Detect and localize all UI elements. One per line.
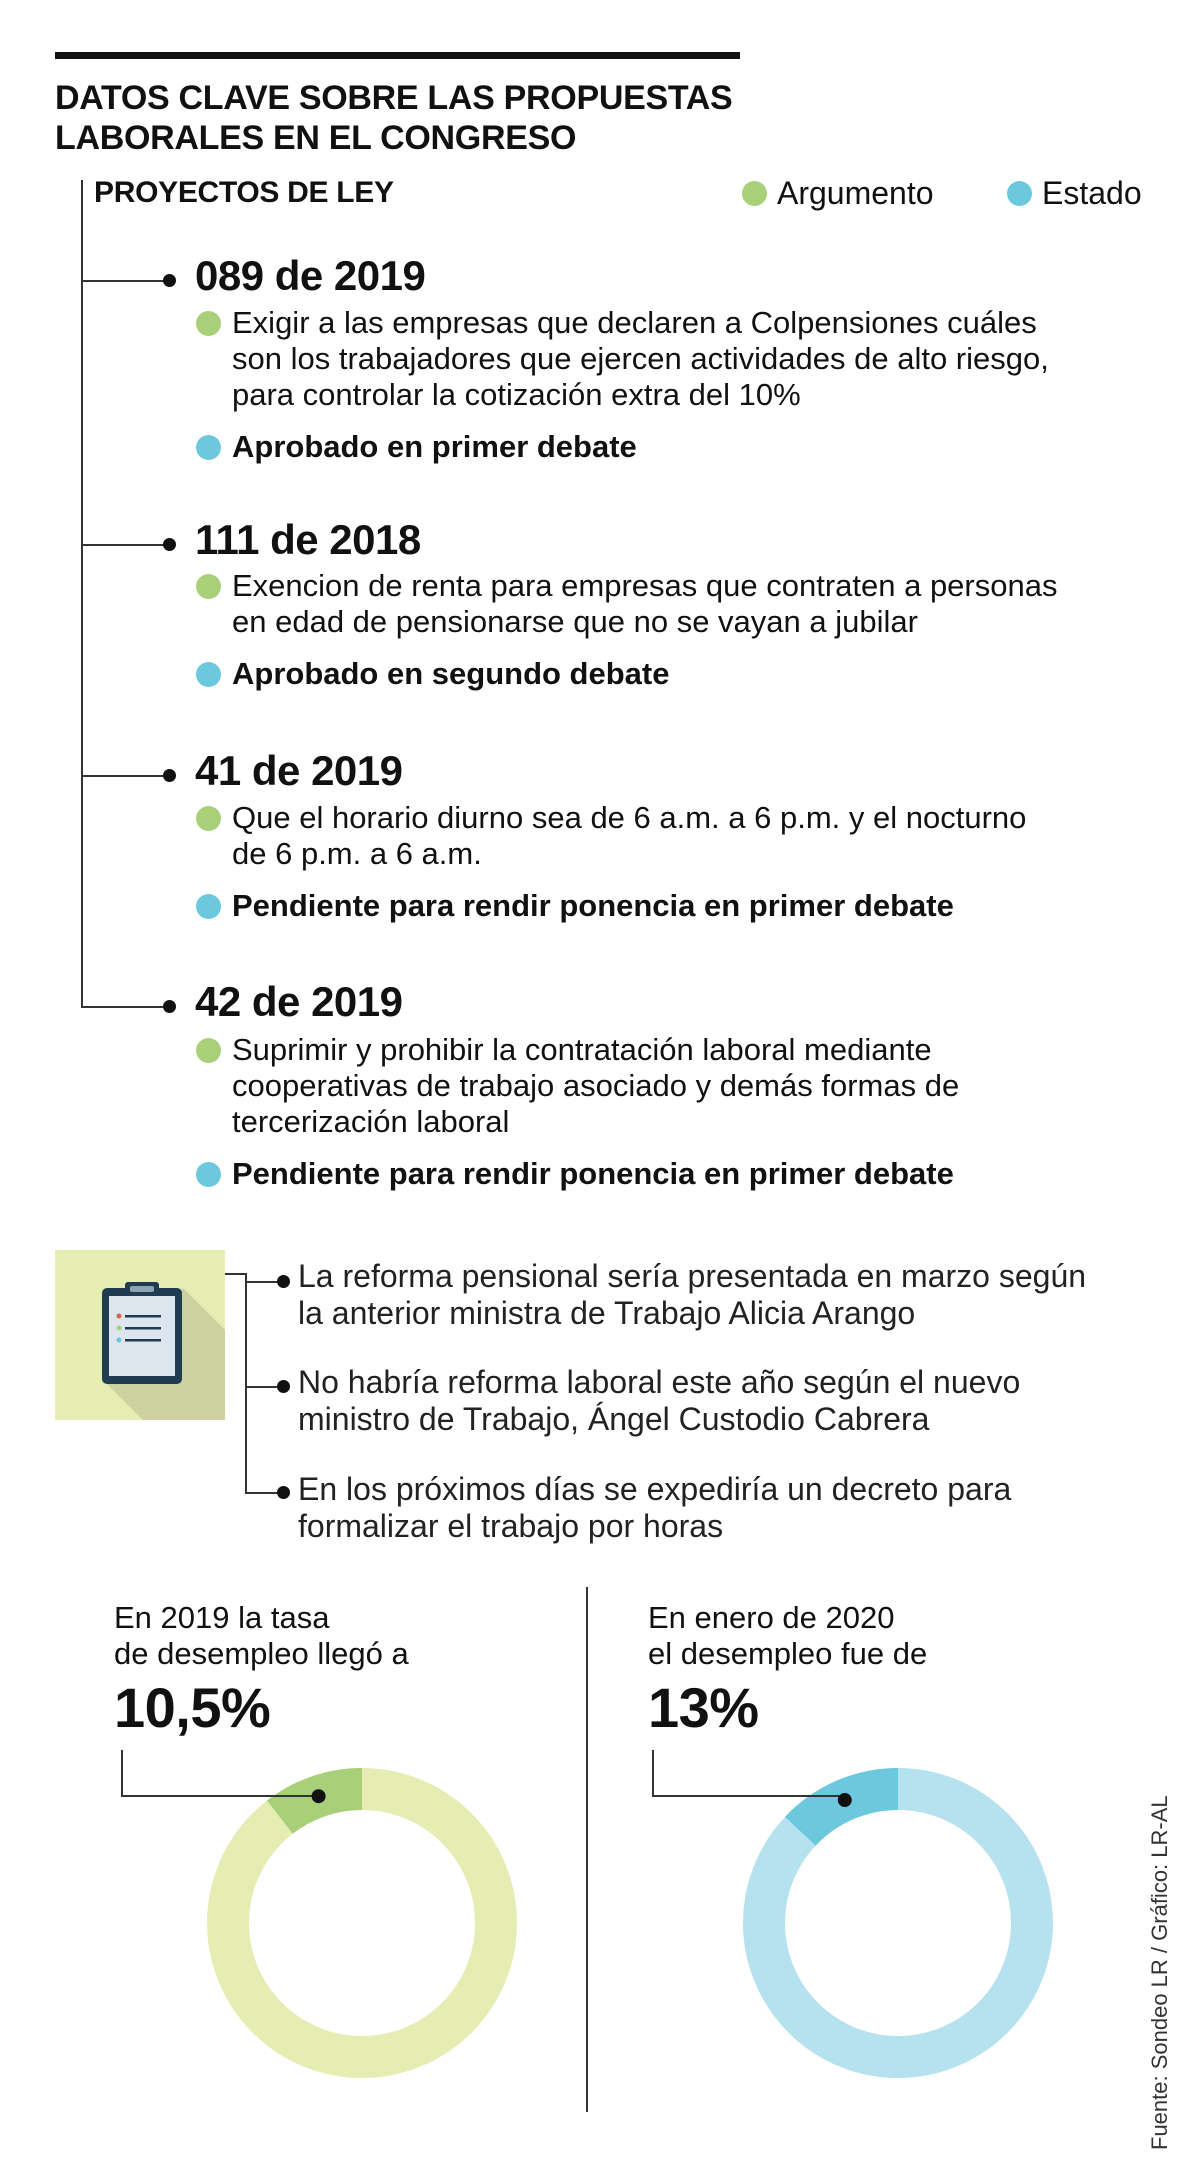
timeline-line — [81, 180, 83, 1007]
title-line-1: DATOS CLAVE SOBRE LAS PROPUESTAS — [55, 79, 733, 117]
note-connector — [225, 1273, 247, 1275]
project-estado — [196, 1156, 954, 1192]
project-argumento — [196, 568, 1057, 640]
note-line: En los próximos días se expediría un decreto para — [298, 1471, 1012, 1507]
source-credit: Fuente: Sondeo LR / Gráfico: LR-AL — [1147, 1795, 1172, 2150]
note-line: La reforma pensional sería presentada en marzo según — [298, 1258, 1087, 1294]
top-rule — [55, 52, 740, 59]
estado-dot — [196, 1162, 221, 1187]
chart-1-caption-line: En 2019 la tasa — [114, 1600, 330, 1635]
estado-text: Aprobado en primer debate — [232, 429, 637, 464]
clipboard-icon — [55, 1250, 225, 1420]
chart-2-caption-line: En enero de 2020 — [648, 1600, 895, 1635]
chart-2-leader-dot — [838, 1793, 852, 1807]
legend-estado-label: Estado — [1042, 175, 1142, 211]
branch-dot — [163, 1000, 176, 1013]
note-dot — [277, 1486, 290, 1499]
project-title: 42 de 2019 — [195, 978, 403, 1025]
branch-dot — [163, 538, 176, 551]
project-title: 089 de 2019 — [195, 252, 426, 299]
project-argumento — [196, 1032, 959, 1140]
project-argumento — [196, 305, 1049, 413]
chart-2-caption-line: el desempleo fue de — [648, 1636, 928, 1671]
estado-dot — [196, 435, 221, 460]
section-label: PROYECTOS DE LEY — [94, 176, 394, 209]
note-line: ministro de Trabajo, Ángel Custodio Cabrera — [298, 1401, 930, 1437]
note-line: la anterior ministra de Trabajo Alicia Arango — [298, 1295, 916, 1331]
clipboard-illustration — [55, 1250, 225, 1420]
project-title: 111 de 2018 — [195, 516, 421, 563]
legend-argumento-label: Argumento — [777, 175, 934, 211]
chart-1-caption-line: de desempleo llegó a — [114, 1636, 409, 1671]
argumento-dot — [196, 574, 221, 599]
project-estado — [196, 429, 637, 465]
legend-argumento — [742, 175, 934, 212]
estado-text: Aprobado en segundo debate — [232, 656, 670, 691]
project-estado — [196, 656, 669, 692]
note-1 — [298, 1258, 1086, 1332]
project-argumento — [196, 800, 1026, 872]
note-dot — [277, 1275, 290, 1288]
argumento-line: Exencion de renta para empresas que contraten a personas — [232, 568, 1058, 603]
argumento-line: Que el horario diurno sea de 6 a.m. a 6 p.m. y el nocturno — [232, 800, 1027, 835]
branch-line — [81, 544, 169, 546]
argumento-line: Exigir a las empresas que declaren a Colpensiones cuáles — [232, 305, 1037, 340]
estado-dot — [196, 662, 221, 687]
note-dot — [277, 1380, 290, 1393]
branch-line — [81, 775, 169, 777]
chart-2-caption — [648, 1600, 927, 1672]
project-estado — [196, 888, 954, 924]
argumento-dot — [196, 1038, 221, 1063]
branch-dot — [163, 274, 176, 287]
argumento-line: de 6 p.m. a 6 a.m. — [232, 836, 482, 871]
chart-2-donut — [590, 1740, 1180, 2120]
chart-2-leader-line — [653, 1750, 845, 1796]
chart-2-value-label: 13% — [648, 1676, 759, 1739]
chart-1-caption — [114, 1600, 409, 1672]
chart-1-value-label: 10,5% — [114, 1676, 271, 1739]
chart-1-leader-dot — [312, 1789, 326, 1803]
argumento-line: son los trabajadores que ejercen actividades de alto riesgo, — [232, 341, 1049, 376]
branch-line — [81, 280, 169, 282]
argumento-dot — [196, 806, 221, 831]
note-line: formalizar el trabajo por horas — [298, 1508, 724, 1544]
legend-estado — [1007, 175, 1142, 212]
title-line-2: LABORALES EN EL CONGRESO — [55, 119, 577, 157]
legend-estado-dot — [1007, 181, 1032, 206]
estado-text: Pendiente para rendir ponencia en primer debate — [232, 1156, 954, 1191]
note-bracket-line — [245, 1273, 247, 1493]
argumento-line: Suprimir y prohibir la contratación laboral mediante — [232, 1032, 932, 1067]
argumento-line: para controlar la cotización extra del 10% — [232, 377, 801, 412]
argumento-line: cooperativas de trabajo asociado y demás formas de — [232, 1068, 960, 1103]
branch-line — [81, 1006, 169, 1008]
estado-text: Pendiente para rendir ponencia en primer debate — [232, 888, 954, 923]
note-3 — [298, 1471, 1011, 1545]
branch-dot — [163, 769, 176, 782]
main-title — [55, 78, 815, 158]
note-line: No habría reforma laboral este año según el nuevo — [298, 1364, 1021, 1400]
legend-argumento-dot — [742, 181, 767, 206]
chart-1-donut — [0, 1740, 590, 2120]
chart-1-ring-rest — [228, 1789, 496, 2057]
argumento-line: tercerización laboral — [232, 1104, 510, 1139]
argumento-dot — [196, 311, 221, 336]
estado-dot — [196, 894, 221, 919]
project-title: 41 de 2019 — [195, 747, 403, 794]
note-2 — [298, 1364, 1020, 1438]
argumento-line: en edad de pensionarse que no se vayan a jubilar — [232, 604, 918, 639]
